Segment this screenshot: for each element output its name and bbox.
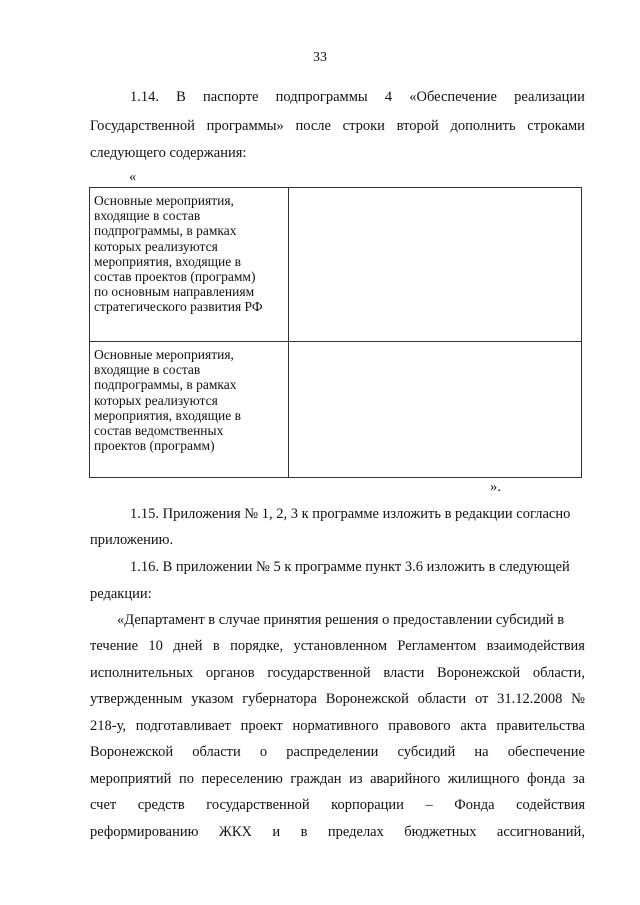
word: пределах bbox=[327, 824, 384, 840]
word: установленном bbox=[293, 638, 388, 654]
table-row bbox=[90, 342, 582, 478]
word: – bbox=[425, 797, 433, 813]
word: ассигнований, bbox=[496, 824, 585, 840]
word: программы» bbox=[206, 118, 284, 134]
word: ЖКХ bbox=[218, 824, 252, 840]
word: 4 bbox=[384, 89, 393, 105]
word: течение bbox=[90, 638, 139, 654]
word: о bbox=[259, 744, 268, 760]
para-1-16-line-2: редакции: bbox=[90, 586, 152, 602]
word: реализации bbox=[514, 89, 585, 105]
word: после bbox=[295, 118, 331, 134]
word: губернатора bbox=[242, 691, 317, 707]
word: подпрограммы bbox=[275, 89, 368, 105]
para-1-15-line-2: приложению. bbox=[90, 532, 174, 548]
word: мероприятий bbox=[90, 771, 172, 787]
word: проект bbox=[240, 718, 283, 734]
word: распределении bbox=[286, 744, 379, 760]
word: фонда bbox=[527, 771, 566, 787]
word: правового bbox=[388, 718, 451, 734]
word: Регламентом bbox=[397, 638, 477, 654]
cell-line: мероприятия, входящие в bbox=[94, 407, 241, 423]
quoted-line-9 bbox=[90, 822, 585, 842]
quoted-line-7 bbox=[90, 769, 585, 789]
word: 10 bbox=[148, 638, 163, 654]
word: на bbox=[474, 744, 489, 760]
word: взаимодействия bbox=[486, 638, 585, 654]
word: переселению bbox=[201, 771, 283, 787]
word: указом bbox=[191, 691, 234, 707]
open-quote: « bbox=[129, 169, 137, 185]
word: средств bbox=[137, 797, 185, 813]
cell-line: входящие в состав bbox=[94, 362, 201, 378]
word: субсидий bbox=[397, 744, 456, 760]
quoted-line-5 bbox=[90, 716, 585, 736]
word: государственной bbox=[206, 797, 310, 813]
word: органов bbox=[205, 665, 255, 681]
cell-line: которых реализуются bbox=[94, 392, 218, 408]
cell-line: подпрограммы, в рамках bbox=[94, 377, 237, 393]
word: бюджетных bbox=[404, 824, 477, 840]
word: паспорте bbox=[203, 89, 259, 105]
cell-line: по основным направлениям bbox=[94, 284, 255, 300]
quoted-line-4 bbox=[90, 689, 585, 709]
word: от bbox=[474, 691, 489, 707]
page-number: 33 bbox=[313, 50, 327, 65]
word: Воронежской bbox=[325, 691, 409, 707]
word: строками bbox=[527, 118, 585, 134]
word: исполнительных bbox=[90, 665, 194, 681]
word: строки bbox=[342, 118, 385, 134]
word: реформированию bbox=[90, 824, 199, 840]
word: в bbox=[212, 638, 220, 654]
para-1-16-line-1: 1.16. В приложении № 5 к программе пункт 3.6 изложить в следующей bbox=[130, 559, 570, 575]
cell-line: Основные мероприятия, bbox=[94, 193, 234, 208]
word: области bbox=[417, 691, 467, 707]
word: Воронежской bbox=[90, 744, 174, 760]
word: по bbox=[178, 771, 194, 787]
word: акта bbox=[460, 718, 487, 734]
row-1-value-cell bbox=[289, 188, 582, 342]
word: № bbox=[571, 691, 585, 707]
cell-line: проектов (программ) bbox=[94, 438, 215, 454]
word: второй bbox=[396, 118, 439, 134]
word: нормативного bbox=[292, 718, 379, 734]
word: и bbox=[272, 824, 281, 840]
word: Фонда bbox=[454, 797, 495, 813]
word: счет bbox=[90, 797, 117, 813]
word: В bbox=[176, 89, 186, 105]
word: утвержденным bbox=[90, 691, 183, 707]
word: государственной bbox=[267, 665, 371, 681]
word: дополнить bbox=[450, 118, 516, 134]
word: власти bbox=[383, 665, 425, 681]
para-1-14-line-3: следующего содержания: bbox=[90, 145, 247, 161]
cell-line: мероприятия, входящие в bbox=[94, 253, 241, 269]
cell-line: состав проектов (программ) bbox=[94, 269, 256, 285]
word: 31.12.2008 bbox=[497, 691, 563, 707]
table-row bbox=[90, 188, 582, 342]
quoted-line-1: «Департамент в случае принятия решения о предоставлении субсидий в bbox=[117, 612, 565, 628]
word: корпорации bbox=[331, 797, 404, 813]
word: в bbox=[300, 824, 308, 840]
quoted-line-6 bbox=[90, 742, 585, 762]
row-2-value-cell bbox=[289, 342, 582, 478]
cell-line: Основные мероприятия, bbox=[94, 347, 234, 362]
cell-line: подпрограммы, в рамках bbox=[94, 223, 237, 239]
word: содействия bbox=[516, 797, 585, 813]
row-2-label bbox=[94, 347, 241, 453]
quoted-line-2 bbox=[90, 636, 585, 656]
word: области, bbox=[532, 665, 585, 681]
word: за bbox=[572, 771, 585, 787]
cell-line: которых реализуются bbox=[94, 238, 218, 254]
row-1-label bbox=[94, 193, 263, 315]
word: аварийного bbox=[370, 771, 441, 787]
para-1-14-line-2 bbox=[90, 116, 585, 136]
cell-line: стратегического развития РФ bbox=[94, 299, 263, 315]
para-1-15-line-1: 1.15. Приложения № 1, 2, 3 к программе изложить в редакции согласно bbox=[130, 506, 571, 522]
word: 1.14. bbox=[130, 89, 159, 105]
word: жилищного bbox=[447, 771, 520, 787]
row-1-label-cell bbox=[90, 188, 289, 342]
passport-table bbox=[89, 187, 582, 478]
word: из bbox=[349, 771, 363, 787]
close-quote: ». bbox=[490, 479, 501, 495]
word: области bbox=[192, 744, 241, 760]
row-2-label-cell bbox=[90, 342, 289, 478]
word: «Обеспечение bbox=[409, 89, 497, 105]
cell-line: состав ведомственных bbox=[94, 423, 224, 439]
word: дней bbox=[173, 638, 203, 654]
quoted-line-8 bbox=[90, 795, 585, 815]
word: правительства bbox=[496, 718, 585, 734]
word: обеспечение bbox=[507, 744, 585, 760]
word: подготавливает bbox=[135, 718, 231, 734]
word: 218-у, bbox=[90, 718, 127, 734]
word: Воронежской bbox=[436, 665, 521, 681]
word: граждан bbox=[290, 771, 342, 787]
word: Государственной bbox=[90, 118, 195, 134]
word: порядке, bbox=[230, 638, 284, 654]
quoted-line-3 bbox=[90, 663, 585, 683]
cell-line: входящие в состав bbox=[94, 208, 201, 224]
para-1-14-line-1 bbox=[130, 87, 585, 107]
